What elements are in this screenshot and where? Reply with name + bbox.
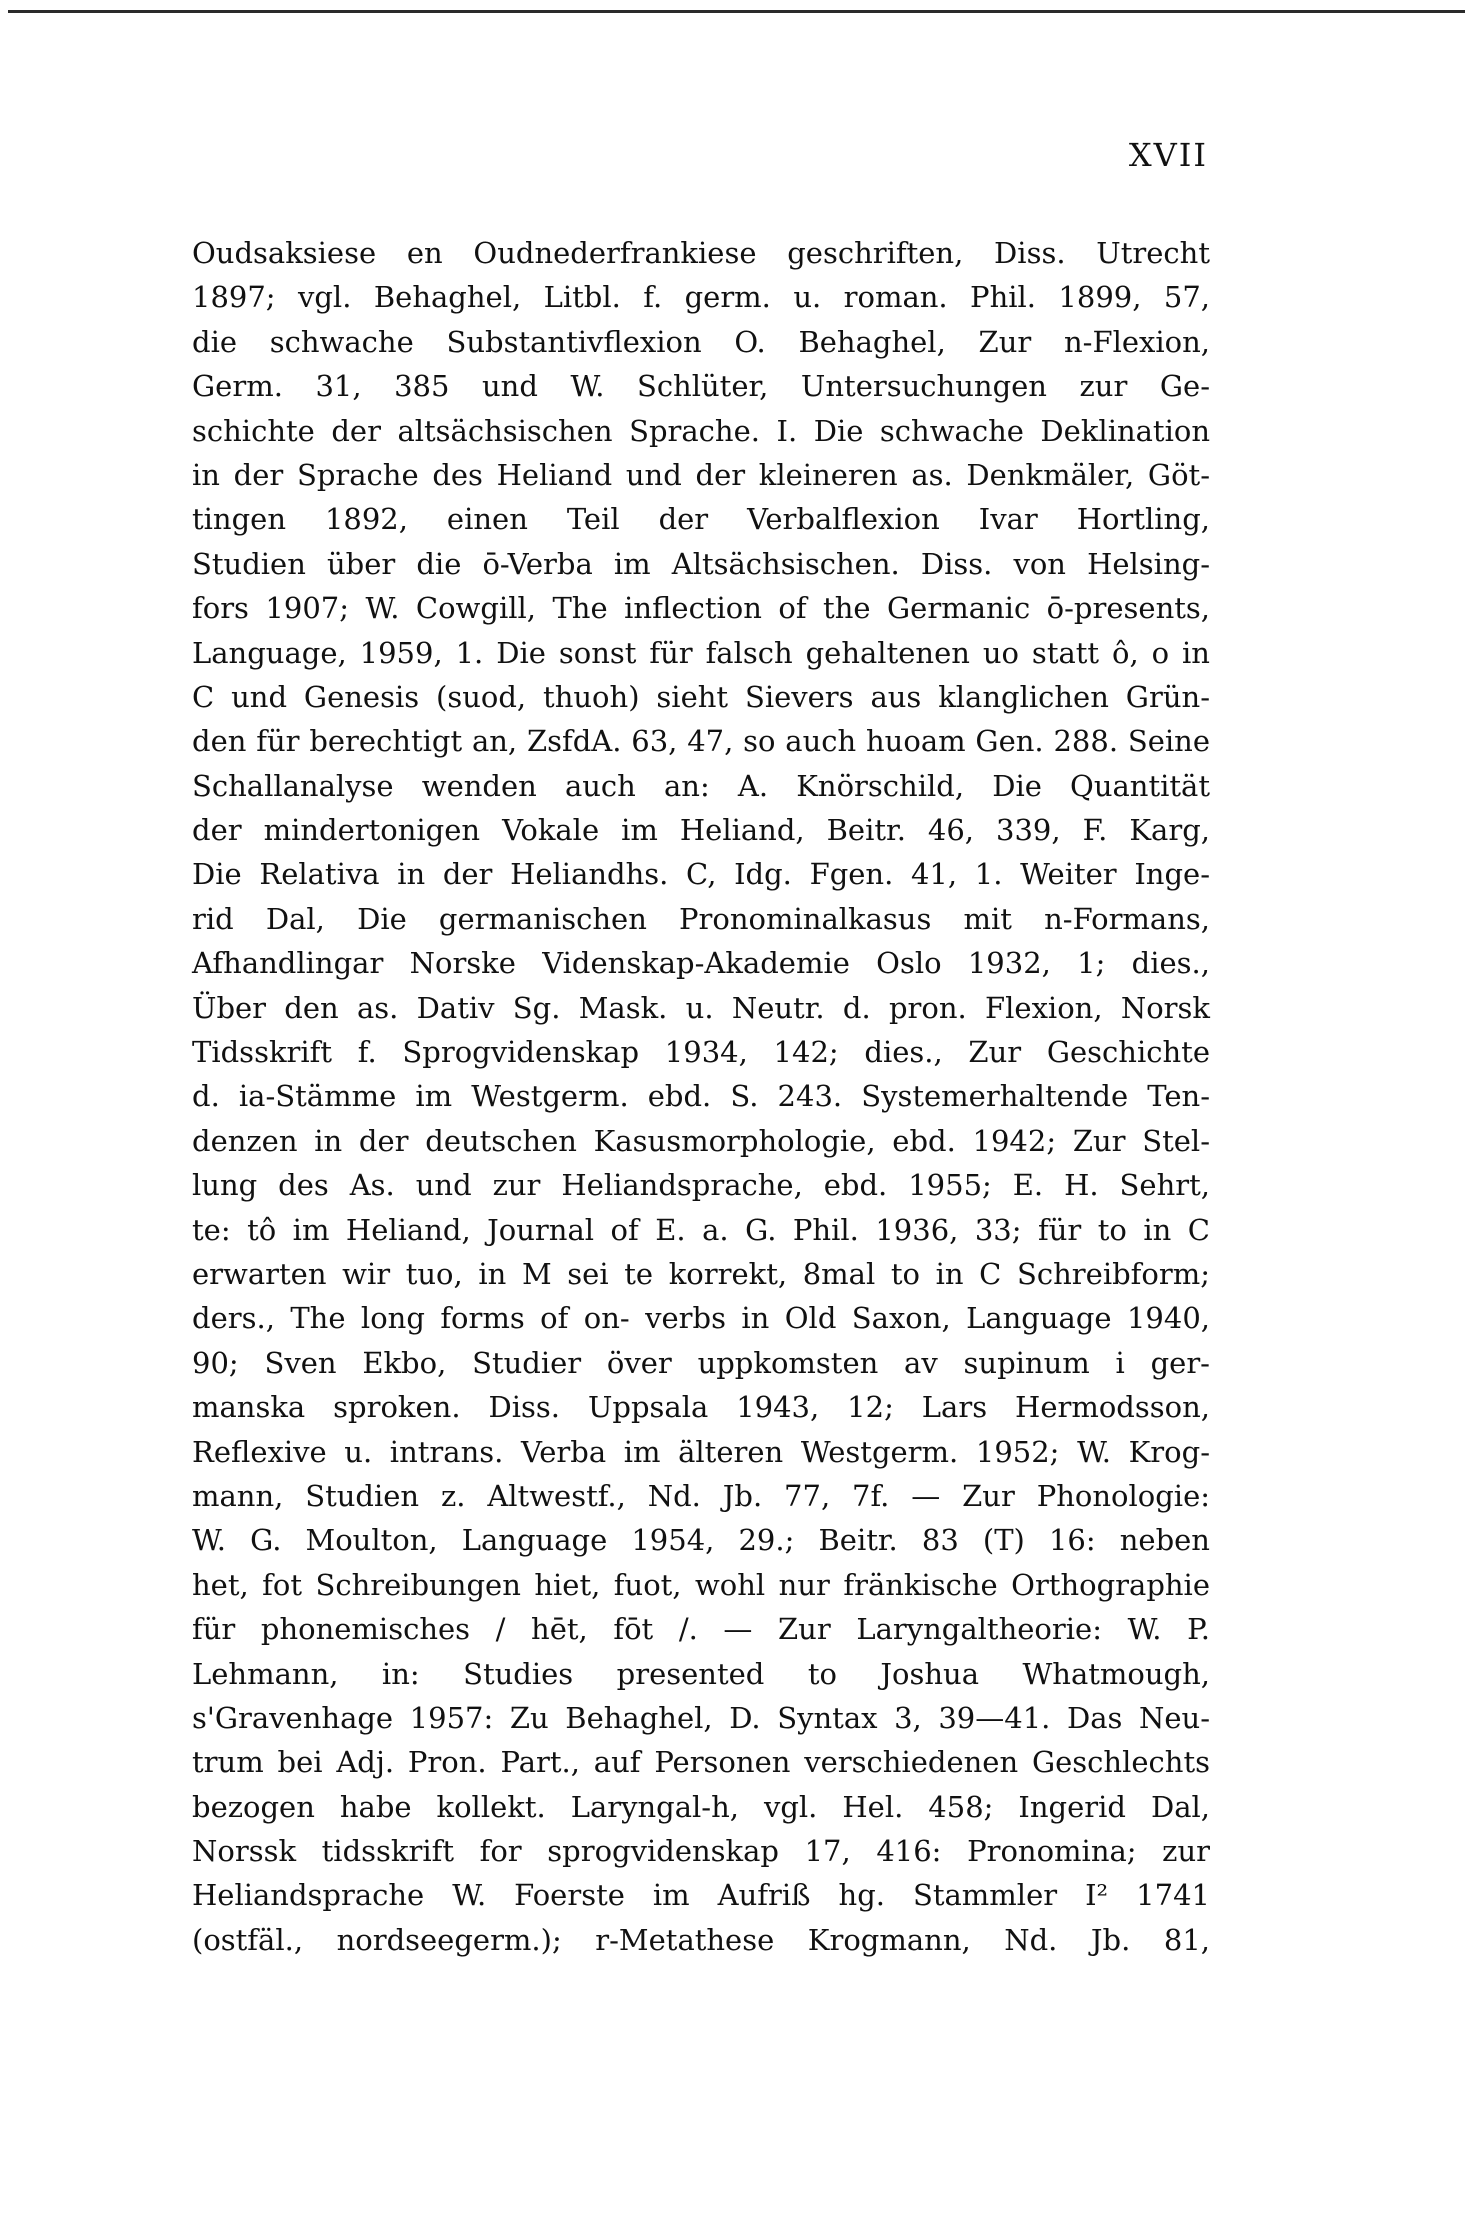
- text-line: Reflexive u. intrans. Verba im älteren Westgerm. 1952; W. Krog-: [192, 1434, 1210, 1469]
- text-line: Die Relativa in der Heliandhs. C, Idg. Fgen. 41, 1. Weiter Inge-: [192, 857, 1210, 892]
- text-line: Oudsaksiese en Oudnederfrankiese geschriften, Diss. Utrecht: [192, 236, 1210, 270]
- text-line: trum bei Adj. Pron. Part., auf Personen verschiedenen Geschlechts: [192, 1745, 1210, 1780]
- text-line: (ostfäl., nordseegerm.); r-Metathese Krogmann, Nd. Jb. 81,: [192, 1922, 1210, 1957]
- text-line: schichte der altsächsischen Sprache. I. Die schwache Deklination: [192, 413, 1210, 448]
- text-line: Schallanalyse wenden auch an: A. Knörschild, Die Quantität: [192, 768, 1210, 803]
- top-border-line: [8, 10, 1465, 13]
- text-line: den für berechtigt an, ZsfdA. 63, 47, so auch huoam Gen. 288. Seine: [192, 724, 1210, 759]
- text-line: der mindertonigen Vokale im Heliand, Beitr. 46, 339, F. Karg,: [192, 813, 1210, 848]
- text-line: erwarten wir tuo, in M sei te korrekt, 8mal to in C Schreibform;: [192, 1256, 1210, 1291]
- text-line: Heliandsprache W. Foerste im Aufriß hg. Stammler I² 1741: [192, 1878, 1210, 1913]
- text-line: die schwache Substantivflexion O. Behaghel, Zur n-Flexion,: [192, 324, 1210, 359]
- text-line: W. G. Moulton, Language 1954, 29.; Beitr. 83 (T) 16: neben: [192, 1523, 1210, 1558]
- text-line: manska sproken. Diss. Uppsala 1943, 12; Lars Hermodsson,: [192, 1390, 1210, 1425]
- text-line: C und Genesis (suod, thuoh) sieht Sievers aus klanglichen Grün-: [192, 679, 1210, 714]
- text-line: Über den as. Dativ Sg. Mask. u. Neutr. d. pron. Flexion, Norsk: [192, 990, 1210, 1025]
- text-line: Lehmann, in: Studies presented to Joshua Whatmough,: [192, 1656, 1210, 1691]
- text-line: 1897; vgl. Behaghel, Litbl. f. germ. u. roman. Phil. 1899, 57,: [192, 280, 1210, 315]
- page-number: XVII: [1128, 136, 1208, 174]
- text-line: Norssk tidsskrift for sprogvidenskap 17, 416: Pronomina; zur: [192, 1834, 1210, 1869]
- text-line: bezogen habe kollekt. Laryngal-h, vgl. Hel. 458; Ingerid Dal,: [192, 1789, 1210, 1824]
- text-line: in der Sprache des Heliand und der kleineren as. Denkmäler, Göt-: [192, 457, 1210, 492]
- text-line: Germ. 31, 385 und W. Schlüter, Untersuchungen zur Ge-: [192, 369, 1210, 404]
- text-line: mann, Studien z. Altwestf., Nd. Jb. 77, 7f. — Zur Phonologie:: [192, 1478, 1210, 1513]
- text-line: Studien über die ō-Verba im Altsächsischen. Diss. von Helsing-: [192, 546, 1210, 581]
- body-text: [192, 231, 1210, 1962]
- text-line: tingen 1892, einen Teil der Verbalflexion Ivar Hortling,: [192, 502, 1210, 537]
- text-line: te: tô im Heliand, Journal of E. a. G. Phil. 1936, 33; für to in C: [192, 1212, 1210, 1247]
- text-line: d. ia-Stämme im Westgerm. ebd. S. 243. Systemerhaltende Ten-: [192, 1079, 1210, 1114]
- text-line: ders., The long forms of on- verbs in Old Saxon, Language 1940,: [192, 1301, 1210, 1336]
- text-line: fors 1907; W. Cowgill, The inflection of the Germanic ō-presents,: [192, 591, 1210, 626]
- text-line: 90; Sven Ekbo, Studier över uppkomsten av supinum i ger-: [192, 1345, 1210, 1380]
- text-line: denzen in der deutschen Kasusmorphologie, ebd. 1942; Zur Stel-: [192, 1123, 1210, 1158]
- text-line: lung des As. und zur Heliandsprache, ebd. 1955; E. H. Sehrt,: [192, 1168, 1210, 1203]
- text-line: het, fot Schreibungen hiet, fuot, wohl nur fränkische Orthographie: [192, 1567, 1210, 1602]
- text-line: Afhandlingar Norske Videnskap-Akademie Oslo 1932, 1; dies.,: [192, 946, 1210, 981]
- text-line: Language, 1959, 1. Die sonst für falsch gehaltenen uo statt ô, o in: [192, 635, 1210, 670]
- text-line: für phonemisches / hēt, fōt /. — Zur Laryngaltheorie: W. P.: [192, 1612, 1210, 1647]
- text-line: Tidsskrift f. Sprogvidenskap 1934, 142; dies., Zur Geschichte: [192, 1035, 1210, 1070]
- text-line: s'Gravenhage 1957: Zu Behaghel, D. Syntax 3, 39—41. Das Neu-: [192, 1700, 1210, 1735]
- text-line: rid Dal, Die germanischen Pronominalkasus mit n-Formans,: [192, 901, 1210, 936]
